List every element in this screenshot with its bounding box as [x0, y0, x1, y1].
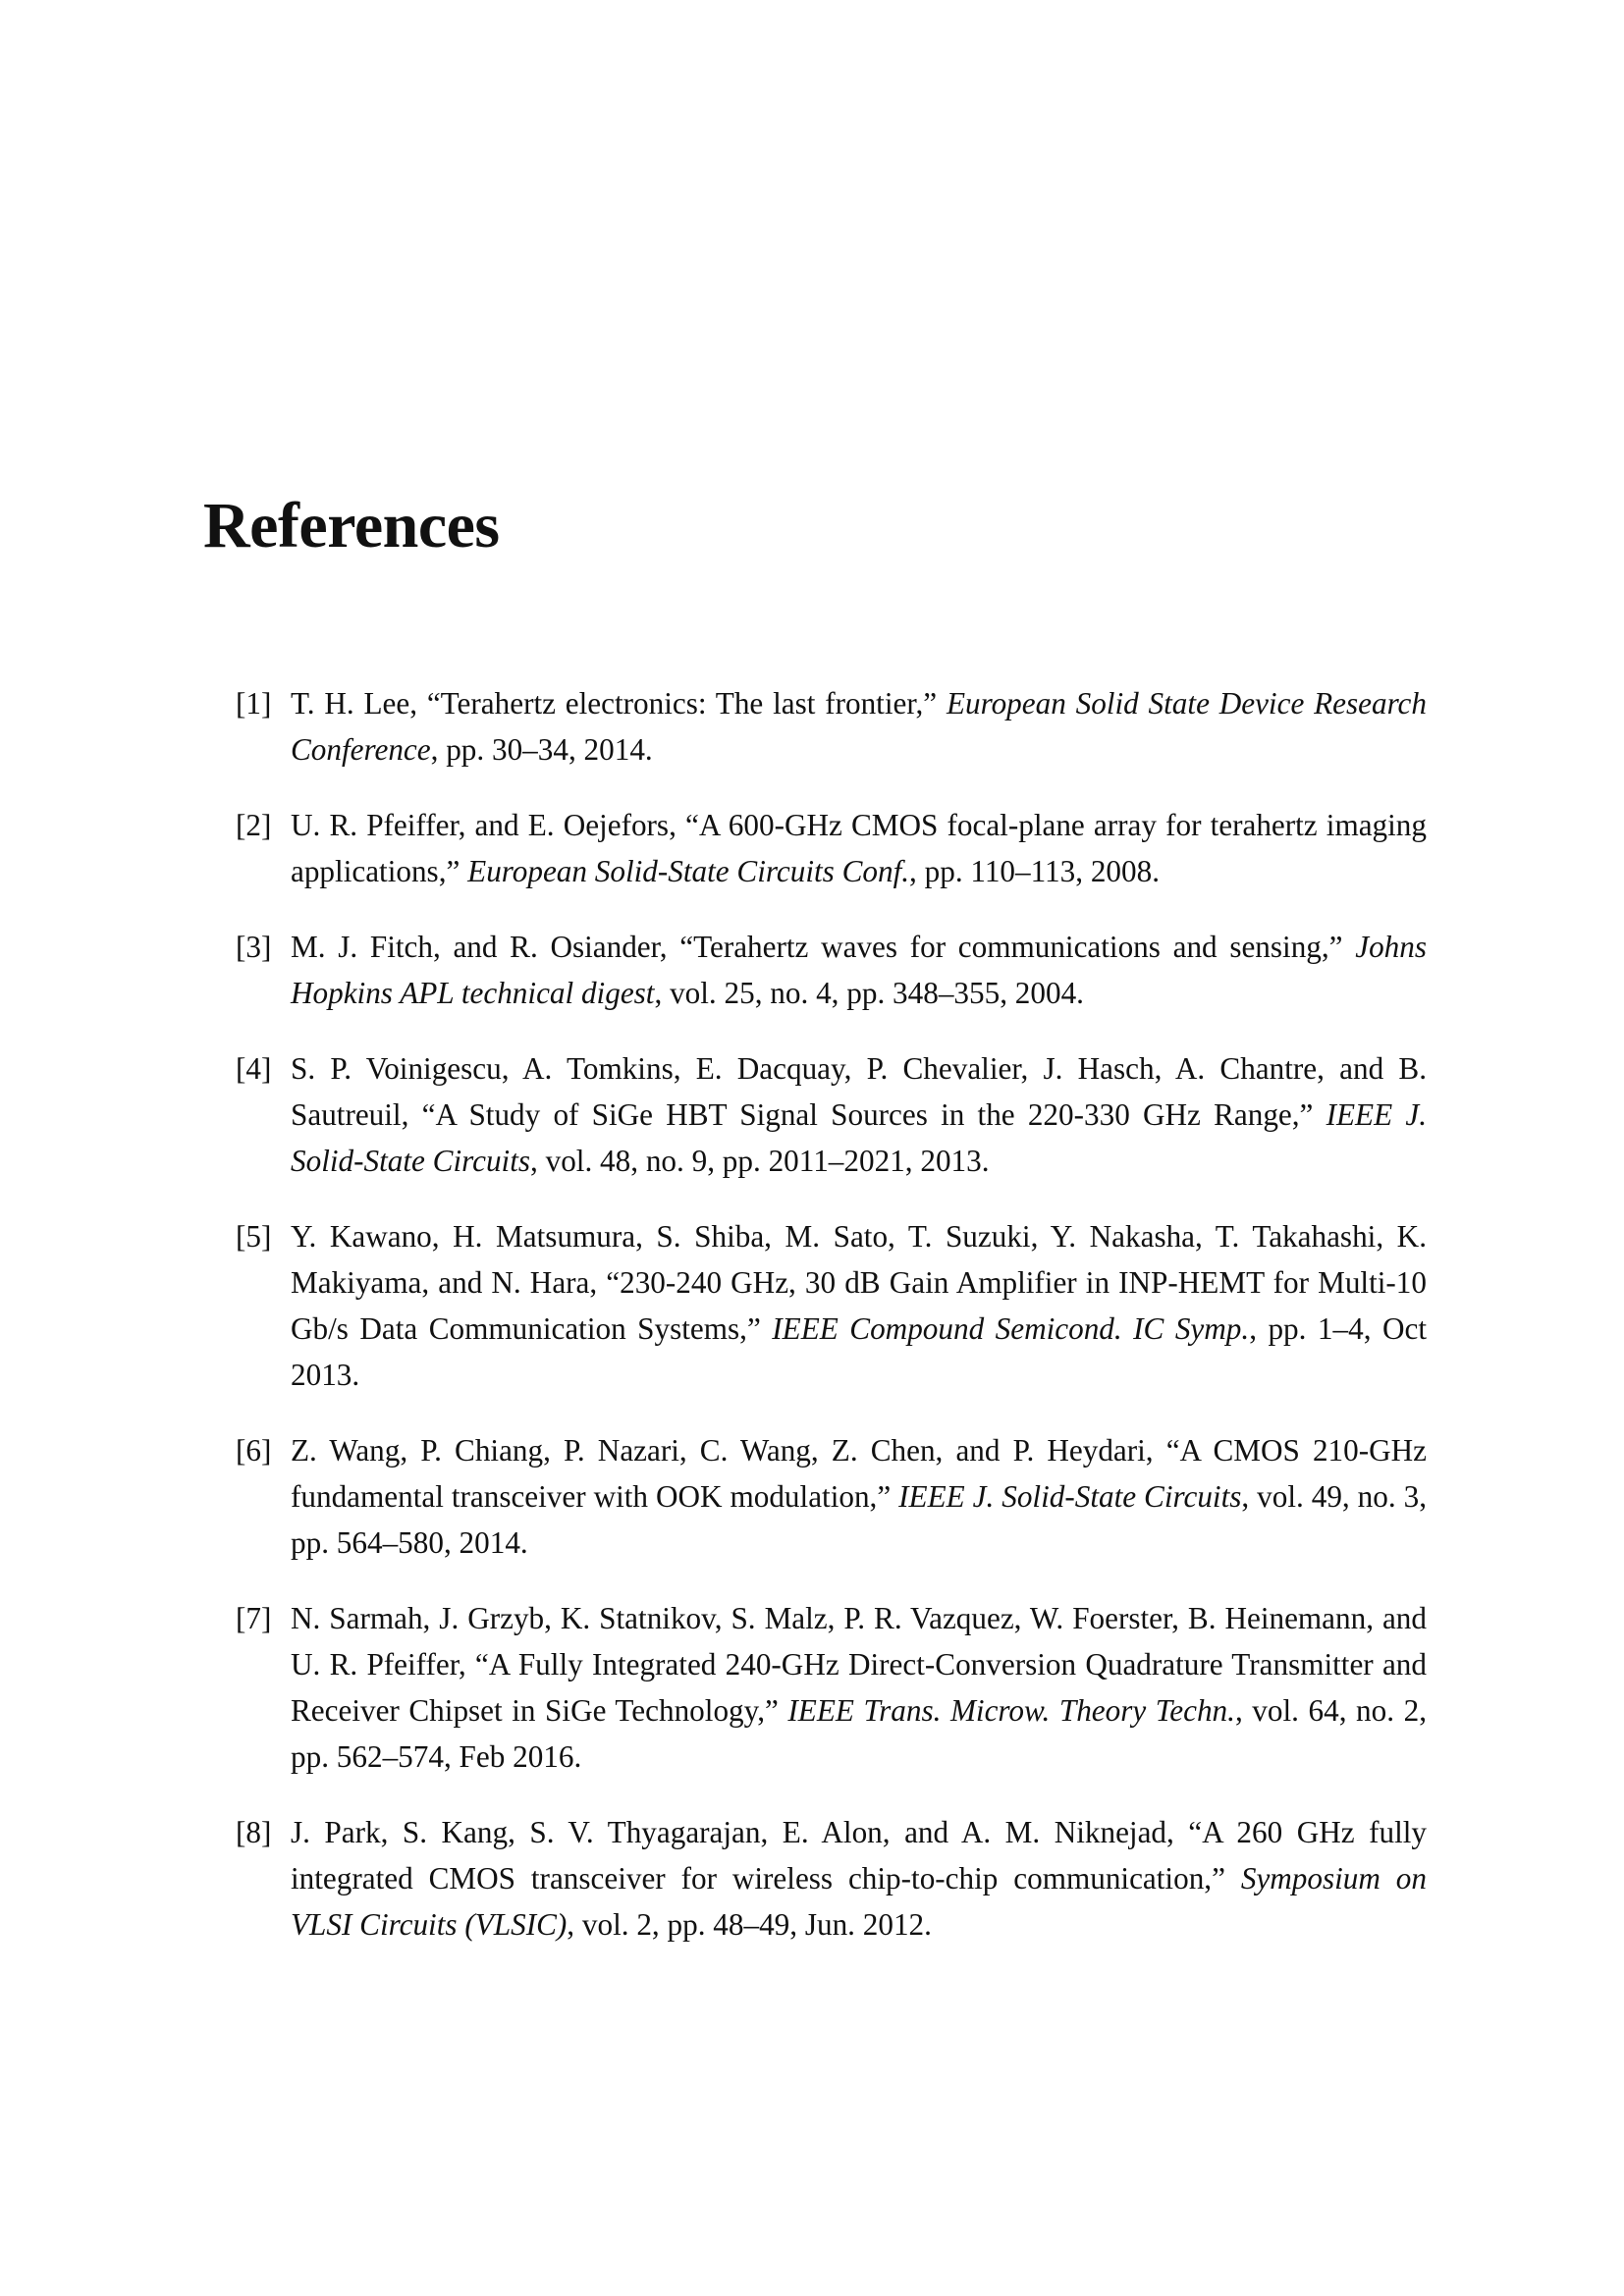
reference-text: [291, 686, 1427, 767]
reference-authors-title: N. Sarmah, J. Grzyb, K. Statnikov, S. Malz, P. R. Vazquez, W. Foerster, B. Heinemann, and U. R. Pfeiffer, “A Fully Integrated 240-GHz Direct-Conversion Quadrature Transmitter and Receiver Chipset in SiGe Technology,”: [291, 1601, 1427, 1728]
reference-venue: European Solid-State Circuits Conf.: [467, 854, 910, 888]
reference-item-4: [236, 1045, 1427, 1184]
reference-venue: Symposium on VLSI Circuits (VLSIC): [291, 1861, 1427, 1942]
reference-authors-title: J. Park, S. Kang, S. V. Thyagarajan, E. Alon, and A. M. Niknejad, “A 260 GHz fully integrated CMOS transceiver for wireless chip-to-chip communication,”: [291, 1815, 1427, 1896]
reference-text: [291, 808, 1427, 888]
reference-venue: IEEE Compound Semicond. IC Symp.: [772, 1311, 1250, 1346]
reference-authors-title: M. J. Fitch, and R. Osiander, “Terahertz waves for communications and sensing,”: [291, 930, 1356, 964]
reference-item-7: [236, 1595, 1427, 1780]
reference-venue: Johns Hopkins APL technical digest: [291, 930, 1427, 1010]
reference-details: , pp. 30–34, 2014.: [430, 732, 653, 767]
reference-venue: IEEE Trans. Microw. Theory Techn.: [787, 1693, 1235, 1728]
reference-number: [4]: [236, 1051, 272, 1086]
reference-authors-title: Z. Wang, P. Chiang, P. Nazari, C. Wang, Z. Chen, and P. Heydari, “A CMOS 210-GHz fundamental transceiver with OOK modulation,”: [291, 1433, 1427, 1514]
reference-number: [8]: [236, 1815, 272, 1849]
reference-item-2: [236, 802, 1427, 894]
reference-number: [6]: [236, 1433, 272, 1468]
reference-number: [7]: [236, 1601, 272, 1635]
reference-item-5: [236, 1213, 1427, 1398]
reference-item-8: [236, 1809, 1427, 1948]
reference-item-1: [236, 680, 1427, 773]
page-title: References: [203, 490, 500, 561]
reference-details: , vol. 2, pp. 48–49, Jun. 2012.: [567, 1907, 932, 1942]
reference-text: [291, 1051, 1427, 1178]
reference-venue: European Solid State Device Research Conference: [291, 686, 1427, 767]
reference-venue: IEEE J. Solid-State Circuits: [898, 1479, 1242, 1514]
reference-number: [3]: [236, 930, 272, 964]
reference-authors-title: S. P. Voinigescu, A. Tomkins, E. Dacquay, P. Chevalier, J. Hasch, A. Chantre, and B. Sautreuil, “A Study of SiGe HBT Signal Sources in the 220-330 GHz Range,”: [291, 1051, 1427, 1132]
reference-authors-title: T. H. Lee, “Terahertz electronics: The last frontier,”: [291, 686, 947, 721]
reference-text: [291, 1433, 1427, 1560]
reference-details: , vol. 49, no. 3, pp. 564–580, 2014.: [291, 1479, 1427, 1560]
reference-text: [291, 930, 1427, 1010]
reference-details: , vol. 64, no. 2, pp. 562–574, Feb 2016.: [291, 1693, 1427, 1774]
reference-details: , pp. 110–113, 2008.: [909, 854, 1161, 888]
reference-list: [236, 680, 1427, 1977]
reference-item-3: [236, 924, 1427, 1016]
reference-venue: IEEE J. Solid-State Circuits: [291, 1097, 1427, 1178]
reference-text: [291, 1219, 1427, 1392]
reference-number: [2]: [236, 808, 272, 842]
reference-number: [1]: [236, 686, 272, 721]
reference-item-6: [236, 1427, 1427, 1566]
reference-details: , vol. 48, no. 9, pp. 2011–2021, 2013.: [530, 1144, 990, 1178]
reference-text: [291, 1601, 1427, 1774]
reference-authors-title: Y. Kawano, H. Matsumura, S. Shiba, M. Sato, T. Suzuki, Y. Nakasha, T. Takahashi, K. Makiyama, and N. Hara, “230-240 GHz, 30 dB Gain Amplifier in INP-HEMT for Multi-10 Gb/s Data Communication Systems,”: [291, 1219, 1427, 1346]
reference-details: , pp. 1–4, Oct 2013.: [291, 1311, 1427, 1392]
reference-text: [291, 1815, 1427, 1942]
reference-details: , vol. 25, no. 4, pp. 348–355, 2004.: [654, 976, 1084, 1010]
reference-number: [5]: [236, 1219, 272, 1254]
reference-authors-title: U. R. Pfeiffer, and E. Oejefors, “A 600-GHz CMOS focal-plane array for terahertz imaging applications,”: [291, 808, 1427, 888]
